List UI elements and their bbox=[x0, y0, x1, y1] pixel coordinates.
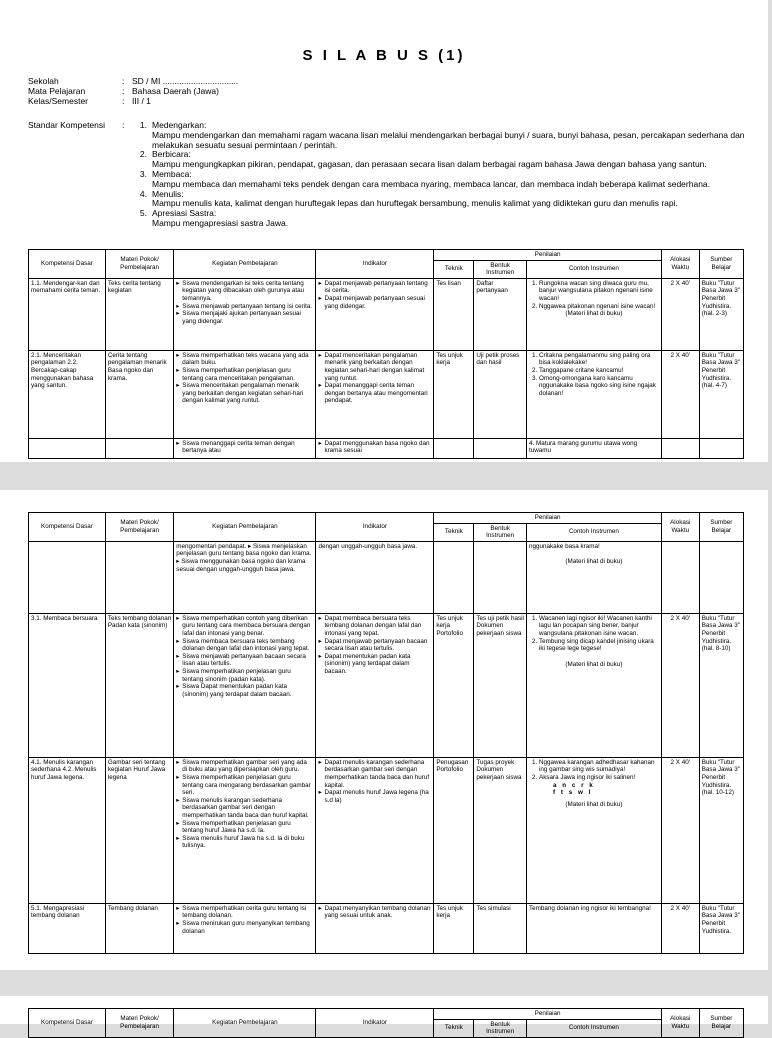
cell-contoh: Tembang dolanan ing ngisor iki tembangna! bbox=[527, 903, 662, 953]
header-bentuk: Bentuk Instrumen bbox=[474, 1019, 527, 1037]
header-bentuk: Bentuk Instrumen bbox=[474, 523, 527, 541]
aksara-jawa: a n c r k f t s w l bbox=[553, 781, 595, 797]
syllabus-table-3 bbox=[28, 1008, 744, 1038]
cell-sumber: Buku "Tutur Basa Jawa 3" Penerbit Yudhistira. (hal. 4-7) bbox=[699, 350, 743, 438]
header-kegiatan: Kegiatan Pembelajaran bbox=[174, 250, 316, 279]
meta-label: Sekolah bbox=[28, 76, 59, 86]
cell-materi: Tembang dolanan bbox=[105, 903, 173, 953]
header-contoh: Contoh Instrumen bbox=[527, 1019, 662, 1037]
cell-contoh: 1. Rungokna wacan sing diwaca guru mu, banjur wangsulana pitakon ngenani isine wacan! 2. Nggawea pitakonan ngenani isine wacan! (Materi lihat di buku) bbox=[527, 278, 662, 350]
cell-kd: 4.1. Menulis karangan sederhana 4.2. Menulis huruf Jawa legena. bbox=[29, 757, 106, 903]
header-indikator: Indikator bbox=[316, 1009, 434, 1038]
page-1 bbox=[0, 0, 768, 462]
cell-kegiatan: ▸ Siswa memperhatikan gambar seri yang ada di buku atau yang dipersiapkan oleh guru. ▸ Siswa memperhatikan penjelasan guru tentang cara mengarang berdasarkan gambar seri. ▸ Siswa menulis karangan sederhana berdasarkan gambar seri dengan memperhatikan tanda baca dan huruf kapital. ▸ Siswa memperhatikan penjelasan guru tentang huruf Jawa ha s.d. la. ▸ Siswa menulis huruf Jawa ha s.d. la di buku tulisnya. bbox=[174, 757, 316, 903]
cell-teknik: Tes unjuk kerja bbox=[434, 350, 474, 438]
cell-bentuk: Uji petik proses dan hasil bbox=[474, 350, 527, 438]
header-indikator: Indikator bbox=[316, 513, 434, 542]
header-alokasi: Alokasi Waktu bbox=[661, 1009, 699, 1038]
school-info bbox=[28, 76, 238, 106]
cell-kd: 1.1. Mendengar-kan dan memahami cerita teman. bbox=[29, 278, 106, 350]
table-row bbox=[29, 757, 744, 903]
cell-kegiatan: ▸ Siswa memperhatikan teks wacana yang ada dalam buku. ▸ Siswa memperhatikan penjelasan guru tentang cara menceritakan pengalaman. ▸ Siswa menceritakan pengalaman menarik yang berkaitan dengan kegiatan sehari-hari dengan kalimat yang runtut. bbox=[174, 350, 316, 438]
header-contoh: Contoh Instrumen bbox=[527, 260, 662, 278]
cell-kegiatan: ▸ Siswa memperhatikan cerita guru tentang isi tembang dolanan. ▸ Siswa menirukan guru menyanyikan tembang dolanan bbox=[174, 903, 316, 953]
header-materi: Materi Pokok/ Pembelajaran bbox=[105, 513, 173, 542]
meta-row-sekolah: Sekolah : SD / MI ................................ bbox=[28, 76, 239, 86]
cell-alokasi: 2 X 40' bbox=[661, 278, 699, 350]
cell-kd: 2.1. Menceritakan pengalaman 2.2. Bercakap-cakap menggunakan bahasa yang santun. bbox=[29, 350, 106, 438]
cell-contoh: 1. Wacanen lagi ngisor iki! Wacanen kanthi lagu lan pocapan sing bener, banjur wangsulana pitakonan isine wacan. 2. Tembung sing dicap kandel jinising ukara iki tegese lege tegese! (Materi lihat di buku) bbox=[527, 613, 662, 757]
cell-kegiatan: ▸ Siswa mendengarkan isi teks cerita tentang kegiatan yang dibacakan oleh gurunya atau temannya. ▸ Siswa menjawab pertanyaan tentang isi cerita. ▸ Siswa menjajaki ajukan pertanyaan sesuai yang didengar. bbox=[174, 278, 316, 350]
sk-item: 4. Menulis: Mampu menulis kata, kalimat dengan huruftegak lepas dan huruftegak bersambung, menulis kalimat yang didiktekan guru dan menulis rapi. bbox=[139, 188, 678, 209]
sk-item: 1. Medengarkan: Mampu mendengarkan dan memahami ragam wacana lisan melalui mendengarkan berbagai bunyi / suara, bunyi bahasa, pesan, percakapan sederhana dan melakukan sesuatu sesuai permintaan / perintah. bbox=[139, 120, 745, 150]
header-sumber: Sumber Belajar bbox=[699, 250, 743, 279]
cell-teknik: Tes unjuk kerja bbox=[434, 903, 474, 953]
meta-row-mapel: Mata Pelajaran : Bahasa Daerah (Jawa) bbox=[28, 86, 219, 96]
cell-indikator: dengan unggah-ungguh basa jawa. bbox=[316, 541, 434, 613]
meta-value: SD / MI ................................ bbox=[132, 76, 239, 86]
cell-materi: Teks cerita tentang kegiatan bbox=[105, 278, 173, 350]
cell-materi: Cerita tentang pengalaman menarik Basa ngoko dan krama. bbox=[105, 350, 173, 438]
cell-alokasi: 2 X 40' bbox=[661, 903, 699, 953]
page-title: S I L A B U S (1) bbox=[302, 47, 466, 64]
cell-alokasi: 2 X 40' bbox=[661, 350, 699, 438]
cell-indikator: ▸ Dapat menceritakan pengalaman menarik yang berkaitan dengan kegiatan sehari-hari dengan kalimat yang runtut. ▸ Dapat menanggapi cerita teman dengan bertanya atau mengomentari pendapat. bbox=[316, 350, 434, 438]
cell-kd: 5.1. Mengapresiasi tembang dolanan bbox=[29, 903, 106, 953]
header-bentuk: Bentuk Instrumen bbox=[474, 260, 527, 278]
header-kegiatan: Kegiatan Pembelajaran bbox=[174, 1009, 316, 1038]
header-penilaian: Penilaian bbox=[434, 1009, 661, 1020]
table-row bbox=[29, 613, 744, 757]
sk-item: 3. Membaca: Mampu membaca dan memahami teks pendek dengan cara membaca nyaring, membaca lancar, dan membaca indah beberapa kalimat sederhana. bbox=[139, 168, 711, 189]
cell-kegiatan: ▸ Siswa memperhatikan contoh yang diberikan guru tentang cara membaca bersuara dengan lafal dan intonasi yang benar. ▸ Siswa membaca bersuara teks tembang dolanan dengan lafal dan intonasi yang tepat. ▸ Siswa menjawab pertanyaan bacaan secara lisan atau tertulis. ▸ Siswa memperhatikan penjelasan guru tentang sinonim (padan kata). ▸ Siswa Dapat menentukan padan kata (sinonim) yang terdapat dalam bacaan. bbox=[174, 613, 316, 757]
syllabus-table-2 bbox=[28, 512, 744, 954]
sk-item: 2. Berbicara: Mampu mengungkapkan pikiran, pendapat, gagasan, dan perasaan secara lisan dalam berbagai ragam bahasa Jawa dengan bahasa yang santun. bbox=[139, 149, 707, 170]
header-alokasi: Alokasi Waktu bbox=[661, 513, 699, 542]
header-penilaian: Penilaian bbox=[434, 513, 661, 524]
cell-bentuk: Tes simulasi bbox=[474, 903, 527, 953]
header-penilaian: Penilaian bbox=[434, 250, 661, 261]
cell-contoh: 1. Nggawea karangan adhedhasar kahanan ing gambar sing wis sumadiya! 2. Aksara Jawa ing ngisor iki salinen! a n c r k f t s w l (Materi lihat di buku) bbox=[527, 757, 662, 903]
header-kegiatan: Kegiatan Pembelajaran bbox=[174, 513, 316, 542]
cell-bentuk: Tes uji petik hasil Dokumen pekerjaan siswa bbox=[474, 613, 527, 757]
standar-kompetensi: Standar Kompetensi : 1. Medengarkan: Mampu mendengarkan dan memahami ragam wacana lisan melalui mendengarkan berbagai bunyi / suara, bunyi bahasa, pesan, percakapan sederhana dan melakukan sesuatu sesuai permintaan / perintah. 2. Berbicara: Mampu mengungkapkan pikiran, pendapat, gagasan, dan perasaan secara lisan dalam berbagai ragam bahasa Jawa dengan bahasa yang santun. 3. Membaca: Mampu membaca dan memahami teks pendek dengan cara membaca nyaring, membaca lancar, dan membaca indah beberapa kalimat sederhana. 4. Menulis: Mampu menulis kata, kalimat dengan huruftegak lepas dan huruftegak bersambung, menulis kalimat yang didiktekan guru dan menulis rapi. 5. Apresiasi Sastra: Mampu mengapresiasi sastra Jawa. bbox=[28, 121, 748, 131]
table-row bbox=[29, 438, 744, 458]
cell-sumber: Buku "Tutur Basa Jawa 3" Penerbit Yudhistira. bbox=[699, 903, 743, 953]
cell-bentuk: Tugas proyek Dokumen pekerjaan siswa bbox=[474, 757, 527, 903]
cell-contoh: 4. Matura marang gurumu utawa wong tuwamu bbox=[527, 438, 662, 458]
header-contoh: Contoh Instrumen bbox=[527, 523, 662, 541]
header-alokasi: Alokasi Waktu bbox=[661, 250, 699, 279]
cell-indikator: ▸ Dapat menggunakan basa ngoko dan krama sesuai bbox=[316, 438, 434, 458]
cell-alokasi: 2 X 40' bbox=[661, 757, 699, 903]
table-row bbox=[29, 278, 744, 350]
table-row bbox=[29, 903, 744, 953]
cell-sumber: Buku "Tutur Basa Jawa 3" Penerbit Yudhistira. (hal. 8-10) bbox=[699, 613, 743, 757]
cell-teknik: Tes lisan bbox=[434, 278, 474, 350]
table-row bbox=[29, 350, 744, 438]
header-materi: Materi Pokok/ Pembelajaran bbox=[105, 1009, 173, 1038]
cell-kegiatan: ▸ Siswa menanggapi cerita teman dengan bertanya atau bbox=[174, 438, 316, 458]
meta-label: Mata Pelajaran bbox=[28, 86, 86, 96]
header-teknik: Teknik bbox=[434, 260, 474, 278]
header-teknik: Teknik bbox=[434, 523, 474, 541]
cell-indikator: ▸ Dapat menulis karangan sederhana berdasarkan gambar seri dengan memperhatikan tanda baca dan huruf kapital. ▸ Dapat menulis huruf Jawa legena (ha s.d la) bbox=[316, 757, 434, 903]
cell-indikator: ▸ Dapat menjawab pertanyaan tentang isi cerita. ▸ Dapat menjawab pertanyaan sesuai yang didengar. bbox=[316, 278, 434, 350]
header-materi: Materi Pokok/ Pembelajaran bbox=[105, 250, 173, 279]
header-teknik: Teknik bbox=[434, 1019, 474, 1037]
cell-sumber: Buku "Tutur Basa Jawa 3" Penerbit Yudhistira. (hal. 2-3) bbox=[699, 278, 743, 350]
cell-indikator: ▸ Dapat menyanyikan tembang dolanan yang sesuai untuk anak. bbox=[316, 903, 434, 953]
header-kd: Kompetensi Dasar bbox=[29, 250, 106, 279]
page-3 bbox=[0, 996, 768, 1036]
cell-bentuk: Daftar pertanyaan bbox=[474, 278, 527, 350]
cell-teknik: Tes unjuk kerja Portofolio bbox=[434, 613, 474, 757]
meta-label: Kelas/Semester bbox=[28, 96, 88, 106]
header-indikator: Indikator bbox=[316, 250, 434, 279]
meta-row-kelas: Kelas/Semester : III / 1 bbox=[28, 96, 151, 106]
meta-value: III / 1 bbox=[132, 96, 151, 106]
cell-contoh: nggunakake basa krama! (Materi lihat di buku) bbox=[527, 541, 662, 613]
header-sumber: Sumber Belajar bbox=[699, 1009, 743, 1038]
header-kd: Kompetensi Dasar bbox=[29, 1009, 106, 1038]
sk-item: 5. Apresiasi Sastra: Mampu mengapresiasi sastra Jawa. bbox=[139, 208, 289, 228]
sk-label: Standar Kompetensi bbox=[28, 120, 106, 130]
cell-kegiatan: mengomentari pendapat. ▸ Siswa menjelaskan penjelasan guru tentang basa ngoko dan krama. ▸ Siswa menggunakan basa ngoko dan krama sesuai dengan unggah-ungguh basa jawa. bbox=[174, 541, 316, 613]
header-kd: Kompetensi Dasar bbox=[29, 513, 106, 542]
meta-value: Bahasa Daerah (Jawa) bbox=[132, 86, 219, 96]
cell-teknik: Penugasan Portofolio bbox=[434, 757, 474, 903]
table-row bbox=[29, 541, 744, 613]
cell-kd: 3.1. Membaca bersuara bbox=[29, 613, 106, 757]
cell-alokasi: 2 X 40' bbox=[661, 613, 699, 757]
cell-materi: Gambar seri tentang kegiatan Huruf Jawa legena bbox=[105, 757, 173, 903]
cell-materi: Teks tembang dolanan Padan kata (sinonim) bbox=[105, 613, 173, 757]
cell-indikator: ▸ Dapat membaca bersuara teks tembang dolanan dengan lafal dan intonasi yang tepat. ▸ Dapat menjawab pertanyaan bacaan secara lisan atau tertulis. ▸ Dapat menentukan padan kata (sinonim) yang terdapat dalam bacaan. bbox=[316, 613, 434, 757]
cell-sumber: Buku "Tutur Basa Jawa 3" Penerbit Yudhistira. (hal. 10-12) bbox=[699, 757, 743, 903]
cell-contoh: 1. Critakna pengalamanmu sing paling ora bisa koklalekake! 2. Tanggapane critane kancamu! 3. Omong-omongana karo kancamu nggunakake basa ngoko sing isine ngajak dolanan! bbox=[527, 350, 662, 438]
header-sumber: Sumber Belajar bbox=[699, 513, 743, 542]
syllabus-table-1 bbox=[28, 249, 744, 459]
page-2 bbox=[0, 490, 768, 970]
